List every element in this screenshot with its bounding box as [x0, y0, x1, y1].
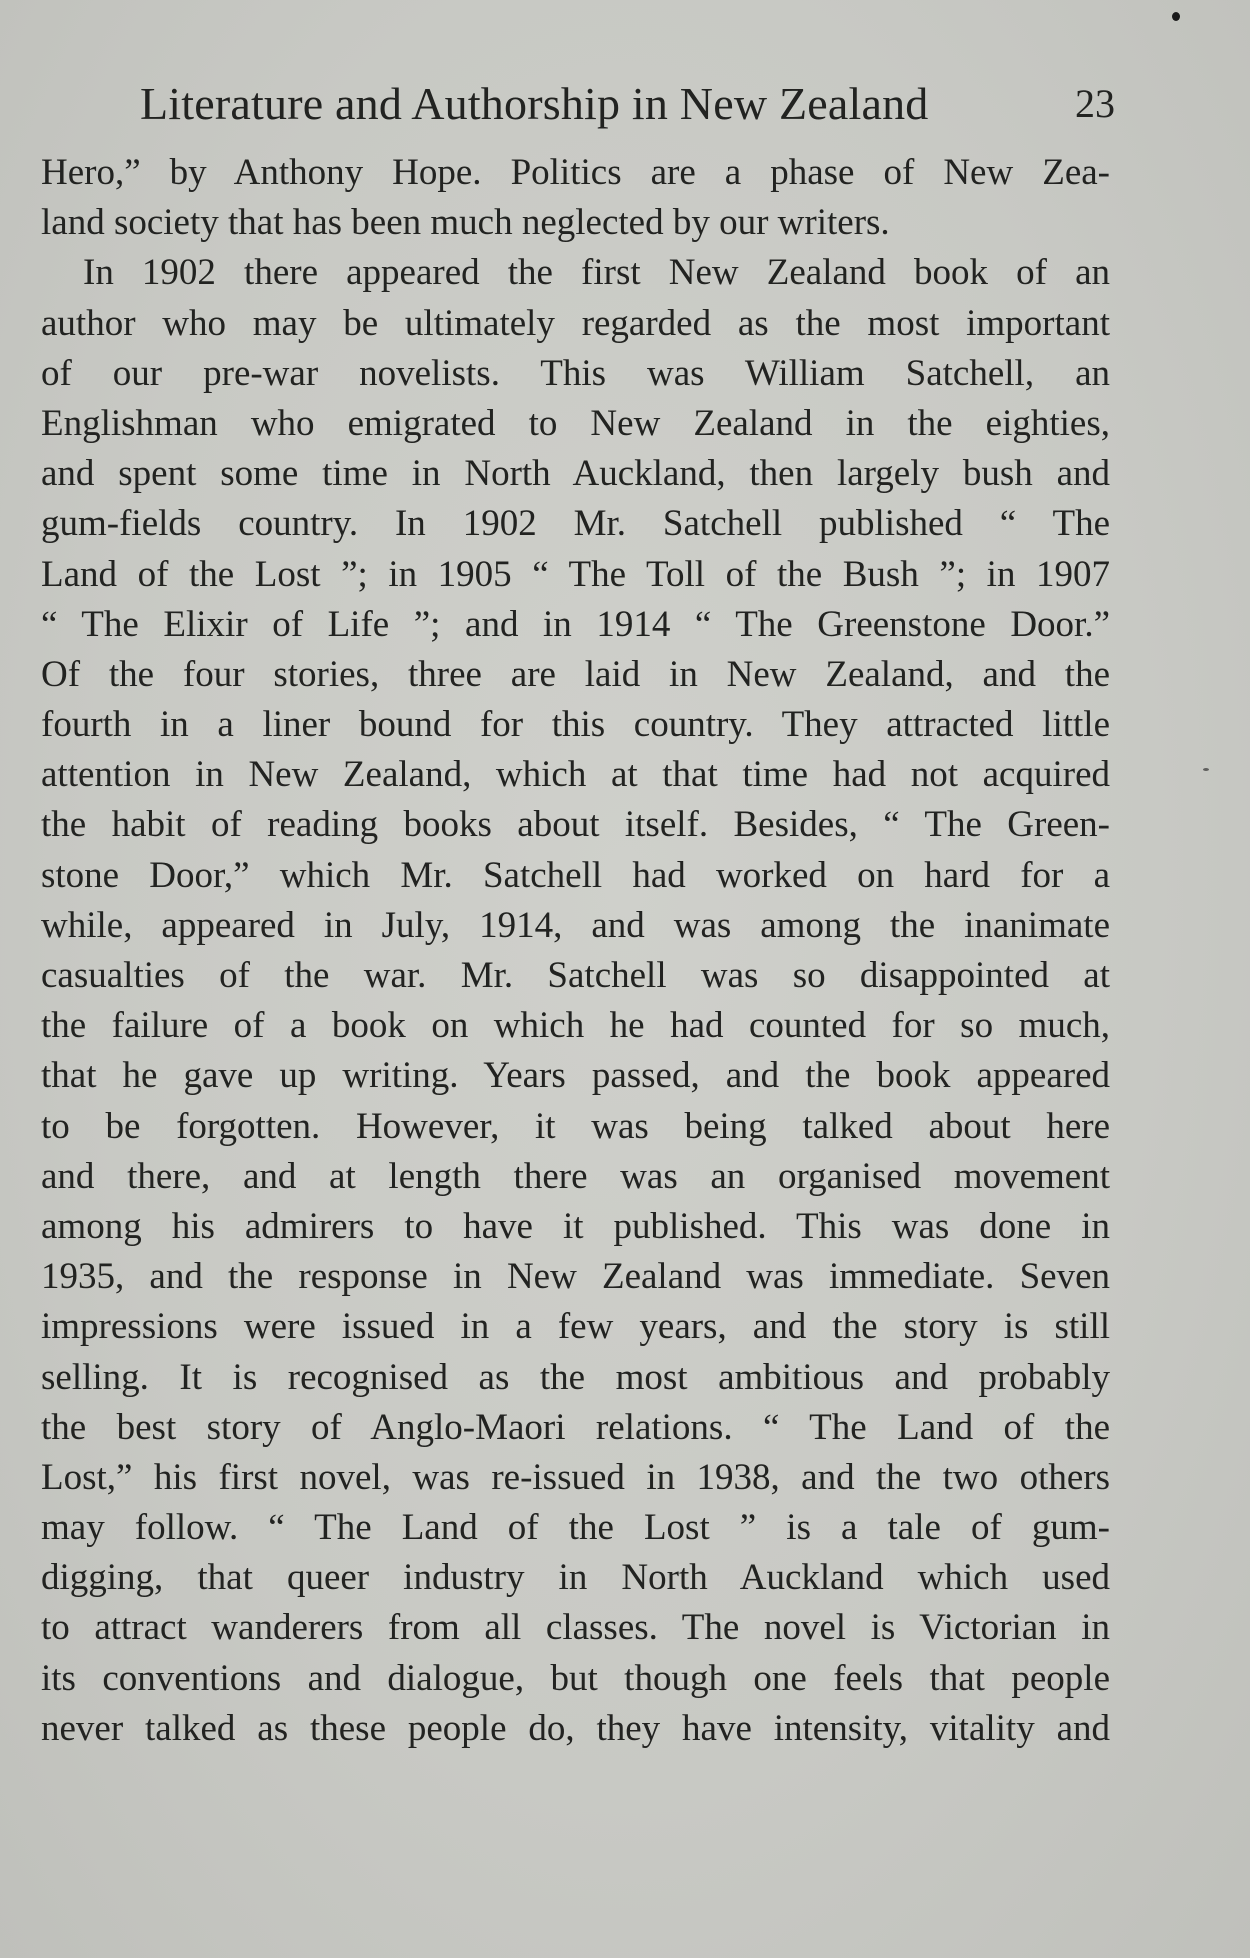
text-line: and spent some time in North Auckland, then largely bush and	[41, 453, 1110, 495]
text-line: casualties of the war. Mr. Satchell was so disappointed at	[41, 955, 1110, 996]
running-head	[140, 74, 1115, 134]
text-line: and there, and at length there was an organised movement	[41, 1155, 1110, 1197]
text-line: Hero,” by Anthony Hope. Politics are a phase of New Zea-	[41, 152, 1110, 193]
text-line: attention in New Zealand, which at that time had not acquired	[41, 754, 1110, 796]
text-line: never talked as these people do, they have intensity, vitality and	[41, 1707, 1110, 1749]
page-number: 23	[1075, 81, 1115, 126]
ink-speck	[1203, 768, 1209, 771]
text-line: digging, that queer industry in North Auckland which used	[41, 1557, 1110, 1599]
text-line: to attract wanderers from all classes. The novel is Victorian in	[41, 1607, 1110, 1649]
text-line: the best story of Anglo-Maori relations. “ The Land of the	[41, 1406, 1110, 1448]
text-line: In 1902 there appeared the first New Zealand book of an	[83, 252, 1110, 294]
text-line: the failure of a book on which he had counted for so much,	[41, 1005, 1110, 1047]
text-line: that he gave up writing. Years passed, and the book appeared	[41, 1055, 1110, 1097]
text-line: while, appeared in July, 1914, and was among the inanimate	[41, 904, 1110, 946]
text-line: land society that has been much neglected by our writers.	[41, 202, 890, 244]
body-text	[41, 148, 1110, 1754]
text-line: Land of the Lost ”; in 1905 “ The Toll of the Bush ”; in 1907	[41, 553, 1110, 595]
text-line: Of the four stories, three are laid in New Zealand, and the	[41, 653, 1110, 695]
text-line: 1935, and the response in New Zealand was immediate. Seven	[41, 1256, 1110, 1298]
ink-speck	[1172, 12, 1180, 21]
text-line: to be forgotten. However, it was being talked about here	[41, 1105, 1110, 1147]
text-line: fourth in a liner bound for this country. They attracted little	[41, 704, 1110, 746]
text-line: among his admirers to have it published. This was done in	[41, 1205, 1110, 1247]
text-line: of our pre-war novelists. This was William Satchell, an	[41, 352, 1110, 394]
text-line: stone Door,” which Mr. Satchell had worked on hard for a	[41, 854, 1110, 896]
text-line: impressions were issued in a few years, and the story is still	[41, 1306, 1110, 1348]
text-line: Englishman who emigrated to New Zealand in the eighties,	[41, 402, 1110, 444]
running-title: Literature and Authorship in New Zealand	[140, 78, 929, 129]
text-line: its conventions and dialogue, but though one feels that people	[41, 1657, 1110, 1699]
text-line: “ The Elixir of Life ”; and in 1914 “ The Greenstone Door.”	[41, 603, 1110, 645]
text-line: gum-fields country. In 1902 Mr. Satchell published “ The	[41, 503, 1110, 545]
text-line: author who may be ultimately regarded as the most important	[41, 302, 1110, 344]
text-line: selling. It is recognised as the most ambitious and probably	[41, 1356, 1110, 1398]
text-line: Lost,” his first novel, was re-issued in 1938, and the two others	[41, 1456, 1110, 1498]
text-line: the habit of reading books about itself. Besides, “ The Green-	[41, 804, 1110, 846]
text-line: may follow. “ The Land of the Lost ” is a tale of gum-	[41, 1507, 1110, 1549]
